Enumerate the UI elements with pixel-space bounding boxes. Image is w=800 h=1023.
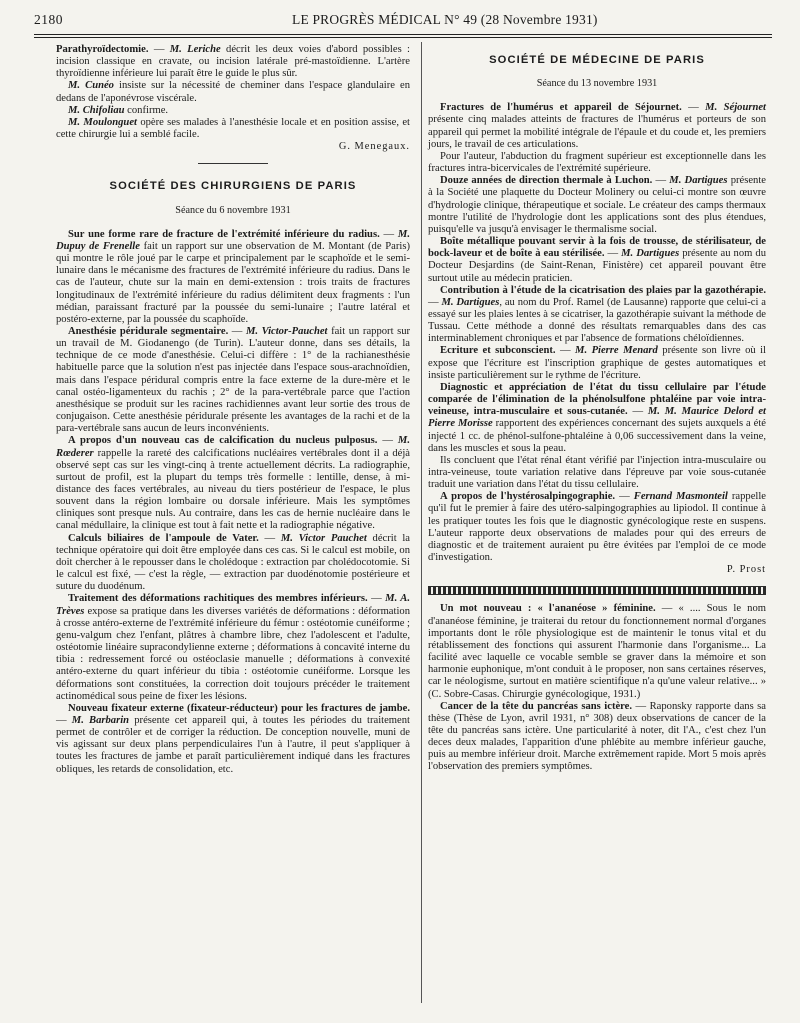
article-nucleus: A propos d'un nouveau cas de calcification du nucleus pulposus. — M. Rœderer rappelle la rareté des calcifications nucléaires vertébrales dont il a déjà observé sept cas sur les vingt-cinq à trente actuellement décrits. La radiographie, surtout de profil, est la plupart du temps très formelle : lentille, dense, à mi-distance des faces vertébrales, au niveau du tiers postérieur de l'espace, le plus souvent dans la région lombaire ou dorsale inférieure. Mais les symptômes cliniques sont presque nuls. Au contraire, dans les cas de hernie nucléaire dans le canal médullaire, la clinique est tout à fait nette et la radiographie négative. (56, 435, 410, 532)
article-text: présente son livre où il expose que l'écriture est l'inscription graphique de gestes automatiques et insiste particulièrement sur le rythme de l'écriture. (428, 345, 767, 381)
article-author: M. Dartigues (441, 296, 500, 308)
article-author: M. Séjournet (705, 102, 766, 114)
paragraph-humerus-extra: Pour l'auteur, l'abduction du fragment supérieur est exceptionnelle dans les fractures intra-bicervicales de l'extrémité supérieure. (428, 150, 766, 175)
article-author: M. M. Maurice Delord et Pierre Morisse (428, 406, 766, 430)
signature-menegaux: G. Menegaux. (338, 141, 410, 153)
article-author: M. Moulonguet (68, 116, 137, 128)
article-title: Anesthésie péridurale segmentaire. (68, 325, 229, 337)
article-parathyroid: Parathyroïdectomie. — M. Leriche décrit les deux voies d'abord possibles : incision classique en cravate, ou incision latérale pré-mastoïdienne. L'artère thyroïdienne inférieure lui paraît être le guide le plus sûr. (56, 44, 410, 80)
article-title: A propos d'un nouveau cas de calcification du nucleus pulposus. (68, 435, 378, 447)
article-rachitiques: Traitement des déformations rachitiques des membres inférieurs. — M. A. Trèves expose sa pratique dans les diverses variétés de déformations : déformation à crosse antéro-externe de l'extrémité inférieure du fémur : ostéotomie cunéiforme ; genu-valgum chez l'enfant, plâtres à chambre libre, chez l'adolescent et l'adulte, ostéotomie linéaire supracondylienne externe ; déformations à concavité interne du tibia : redressement forcé ou ostéoclasie manuelle ; déformations à convexité antéro-externe du quart inférieur du tibia : ostéotomie cunéiforme. Lorsque les déformations sont constituées, la correction doit toujours précéder le traitement actinomédical sous peine de fixer les lésions. (56, 593, 411, 702)
seance-date: Séance du 6 novembre 1931 (175, 204, 291, 216)
article-ananeose (428, 603, 766, 700)
article-author: Fernand Masmonteil (633, 491, 728, 503)
right-column (428, 44, 766, 774)
article-title: Fractures de l'humérus et appareil de Séjournet. (440, 102, 682, 114)
article-title: Boîte métallique pouvant servir à la fois de trousse, de stérilisateur, de bock-laveur et de boîte à eau stérilisée. (428, 236, 766, 260)
article-title: Parathyroïdectomie. (56, 44, 149, 55)
article-author: M. Leriche (169, 44, 221, 55)
article-text: présente cet appareil qui, à toutes les périodes du traitement permet de contrôler et de corriger la réduction. De conception nouvelle, muni de vis agissant sur deux plans perpendiculaires l'un à l'autre, il peut s'appliquer à toutes les fractures de jambe et paraît particulièrement indiqué dans les fractures obliques, les retards de consolidation, etc. (56, 714, 410, 775)
article-author: M. A. Trèves (56, 593, 411, 617)
article-title: Calculs biliaires de l'ampoule de Vater. (68, 532, 259, 544)
article-title: Nouveau fixateur externe (fixateur-réducteur) pour les fractures de jambe. (68, 702, 410, 714)
article-author: M. Pierre Menard (575, 345, 658, 357)
article-text: présente cinq malades atteints de fractures de l'humérus et porteurs de son appareil qui permet la mobilité intégrale de l'épaule et du coude et, les premiers jours, le travail de ces articulations. (428, 114, 766, 150)
header-rule (34, 34, 772, 35)
article-title: Diagnostic et appréciation de l'état du tissu cellulaire par l'étude comparée de l'élimination de la phénolsulfone phtaléine par voie intra-veineuse, intra-musculaire et sous-cutanée. (428, 381, 766, 418)
article-radius: Sur une forme rare de fracture de l'extrémité inférieure du radius. — M. Dupuy de Frenelle fait un rapport sur une observation de M. Montant (de Paris) qui montre le rôle joué par le carpe et principalement par le scaphoïde et le semi-lunaire dans le mécanisme des fractures de l'extrémité inférieure du radius. Dans le cas de l'auteur, chute sur la main en demi-extension : trois traits de fractures longitudinaux de l'extrémité inférieure du radius délimitent deux fragments : l'un médian, paraissant fracturé par la poussée du semi-lunaire ; l'autre latéral et postéro-externe, par la poussée du scaphoïde. (56, 228, 410, 325)
paragraph-diagnostic-extra: Ils concluent que l'état rénal étant vérifié par l'injection intra-musculaire ou intra-veineuse, toute variation relative dans l'épreuve par voie sous-cutanée traduit une variation dans l'état du tissu cellulaire. (428, 454, 766, 491)
page-number: 2180 (34, 12, 63, 27)
article-text: expose sa pratique dans les diverses variétés de déformations : déformation à crosse antéro-externe de l'extrémité inférieure du fémur : ostéotomie cunéiforme ; genu-valgum chez l'enfant, plâtres à chambre libre, chez l'adolescent et l'adulte, ostéotomie linéaire supracondylienne externe ; déformations à concavité interne du tibia : redressement forcé ou ostéoclasie manuelle ; déformations à convexité antéro-externe du quart inférieur du tibia : ostéotomie cunéiforme. Lorsque les déformations sont constituées, la correction doit toujours précéder le traitement actinomédical sous peine de fixer les lésions. (56, 605, 410, 702)
article-text: fait un rapport sur une observation de M. Montant (de Paris) qui montre le rôle joué par le carpe et principalement par le scaphoïde et le semi-lunaire dans le mécanisme des fractures de l'extrémité inférieure du radius. Dans le cas de l'auteur, chute sur la main en demi-extension : trois traits de fractures longitudinaux de l'extrémité inférieure du radius délimitent deux fragments : l'un médian, paraissant fracturé par la poussée du semi-lunaire ; l'autre latéral et postéro-externe, par la poussée du scaphoïde. (56, 240, 410, 325)
article-peridurale: Anesthésie péridurale segmentaire. — M. Victor-Pauchet fait un rapport sur un travail de M. Giodanengo (de Turin). L'auteur donne, dans ses détails, la technique de ce mode d'anesthésie. Celui-ci diffère : 1° de la rachianesthésie habituelle parce que la solution n'est pas injectée dans l'espace sous-arachnoïdien, mais dans l'espace péridural compris entre la face externe de la dure-mère et le canal ostéo-ligamenteux du rachis ; 2° de la para-vertébrale parce que l'action anesthésique se produit sur les racines rachidiennes avant leur sortie des trous de conjugaison. Cette anesthésie péridurale présente les avantages de la rachi et de la para-vertébrale sans aucun de leurs inconvénients. (56, 325, 411, 435)
article-text: décrit la technique opératoire qui doit être employée dans ces cas. Si le calcul est mobile, on doit chercher à le repousser dans le cholédoque : extraction par cholédocotomie. Si le calcul est fixé, — c'est la règle, — extraction par duodénotomie postérieure et suture du duodénum. (56, 532, 411, 593)
article-text: présente à la Société une plaquette du Docteur Molinery ou celui-ci montre son œuvre d'hydrologie clinique, thérapeutique et sociale. Le créateur des camps thermaux montre l'utilité de l'hydrologie dont les applications sont des plus étendues, puisqu'elle va jusqu'à envisager le thermalisme social. (428, 175, 767, 235)
article-text: insiste sur la nécessité de cheminer dans l'espace glandulaire en dedans de l'aponévrose viscérale. (56, 80, 410, 104)
article-text: — Raponsky rapporte dans sa thèse (Thèse de Lyon, avril 1931, n° 308) deux observations de cancer de la tête du pancréas sans ictère. Une particularité à noter, dit l'A., c'est chez l'un deces deux malades, l'apparition d'une phlébite au membre inférieur gauche, puis au membre inférieur droit. Marche extrêmement rapide. Mort 5 mois après l'observation des premiers symptômes. (428, 700, 767, 773)
article-pancreas (428, 701, 766, 774)
article-title: Traitement des déformations rachitiques des membres inférieurs. (68, 593, 368, 605)
article-text: confirme. (124, 104, 169, 116)
article-luchon: Douze années de direction thermale à Luchon. — M. Dartigues présente à la Société une plaquette du Docteur Molinery ou celui-ci montre son œuvre d'hydrologie clinique, thérapeutique et sociale. Le créateur des camps thermaux montre l'utilité de l'hydrologie dont les applications sont des plus étendues, puisqu'elle va jusqu'à envisager le thermalisme social. (428, 175, 767, 235)
article-text: — « .... Sous le nom d'ananéose féminine, je traiterai du retour du fonctionnement normal d'organes importants dont le rôle physiologique est de maintenir le tonus vital et du rétablissement des fonctions qui assurent l'harmonie dans l'organisme... La facilité avec laquelle ce vocable semble se graver dans la mémoire et son harmonie euphonique, m'ont conduit à le proposer, non sans certaines réserves, car le néologisme, surtout en matière scientifique n'a qu'une valeur relative... » (C. Sobre-Casas. Chirurgie gynécologique, 1931.) (428, 603, 766, 700)
article-title: Cancer de la tête du pancréas sans ictère. (440, 700, 633, 712)
left-column (56, 44, 410, 776)
section-separator (198, 163, 268, 166)
article-title: Sur une forme rare de fracture de l'extrémité inférieure du radius. (68, 228, 380, 240)
article-author: M. Barbarin (71, 714, 130, 726)
article-vater: Calculs biliaires de l'ampoule de Vater. — M. Victor Pauchet décrit la technique opératoire qui doit être employée dans ces cas. Si le calcul est mobile, on doit chercher à le repousser dans le cholédoque : extraction par cholédocotomie. Si le calcul est fixé, — c'est la règle, — extraction par duodénotomie postérieure et suture du duodénum. (56, 532, 411, 593)
paragraph-cuneo (56, 80, 410, 104)
paragraph-chifoliau (56, 105, 410, 117)
article-author: M. Dartigues (621, 248, 680, 260)
article-title: A propos de l'hystérosalpingographie. (440, 491, 616, 503)
article-diagnostic: Diagnostic et appréciation de l'état du tissu cellulaire par l'étude comparée de l'élimination de la phénolsulfone phtaléine par voie intra-veineuse, intra-musculaire et sous-cutanée. — M. M. Maurice Delord et Pierre Morisse rapportent des expériences concernant des sujets auxquels a été injecté 1 cc. de phénol-sulfone-phtaléine à 0,06 successivement dans la veine, dans les muscles et sous la peau. (428, 381, 766, 454)
society-title-medecine: SOCIÉTÉ DE MÉDECINE DE PARIS (489, 54, 705, 66)
header-rule-thin (34, 37, 772, 38)
article-author: M. Victor Pauchet (280, 532, 367, 544)
society-title-chirurgiens: SOCIÉTÉ DES CHIRURGIENS DE PARIS (109, 180, 357, 193)
seance-date: Séance du 13 novembre 1931 (536, 78, 658, 90)
column-divider (421, 42, 422, 1003)
article-fixateur: Nouveau fixateur externe (fixateur-réducteur) pour les fractures de jambe. — M. Barbarin présente cet appareil qui, à toutes les périodes du traitement permet de contrôler et de corriger la réduction. De conception nouvelle, muni de vis agissant sur deux plans perpendiculaires l'un à l'autre, il peut s'appliquer à toutes les fractures de jambe et paraît particulièrement indiqué dans les fractures obliques, les retards de consolidation, etc. (56, 702, 410, 775)
article-author: M. Cunéo (68, 80, 114, 92)
article-text: décrit les deux voies d'abord possibles : incision classique en cravate, ou incision latérale pré-mastoïdienne. L'artère thyroïdienne inférieure lui paraît être le guide le plus sûr. (56, 44, 410, 80)
article-text: rapportent des expériences concernant des sujets auxquels a été injecté 1 cc. de phénol-sulfone-phtaléine à 0,06 successivement dans la veine, dans les muscles et sous la peau. (428, 418, 766, 454)
signature-prost: P. Prost (726, 564, 766, 576)
article-hysterosalpingographie: A propos de l'hystérosalpingographie. — Fernand Masmonteil rappelle qu'il fut le premier à faire des utéro-salpingographies au lipiodol. Il continue à les pratiquer toutes les fois que le diagnostic gynécologique reste en suspens. L'auteur rapporte deux observations de malades pour qui des erreurs de diagnostic et de traitement auraient pu être évitées par l'emploi de ce mode d'investigation. (428, 491, 767, 564)
article-author: M. Dartigues (669, 175, 728, 187)
article-cicatrisation: Contribution à l'étude de la cicatrisation des plaies par la gazothérapie. — M. Dartigues, au nom du Prof. Ramel (de Lausanne) rapporte que celui-ci a essayé sur les plaies lentes à se cicatriser, la gazothérapie suivant la méthode de Tussau. Cette méthode a donné des résultats remarquables dans des cas interminablement chroniques et par l'absence de formations chéloïdiennes. (428, 284, 767, 345)
article-title: Ecriture et subconscient. (440, 345, 556, 357)
article-text: fait un rapport sur un travail de M. Giodanengo (de Turin). L'auteur donne, dans ses détails, la technique de ce mode d'anesthésie. Celui-ci diffère : 1° de la rachianesthésie habituelle parce que la solution n'est pas injectée dans l'espace sous-arachnoïdien, mais dans l'espace péridural compris entre la face externe de la dure-mère et le canal ostéo-ligamenteux du rachis ; 2° de la para-vertébrale parce que l'action anesthésique se produit sur les racines rachidiennes avant leur sortie des trous de conjugaison. Cette anesthésie péridurale présente les avantages de la rachi et de la para-vertébrale sans aucun de leurs inconvénients. (56, 325, 411, 435)
article-text: opère ses malades à l'anesthésie locale et en position assise, et cette chirurgie lui a semblé facile. (56, 116, 410, 141)
article-humerus: Fractures de l'humérus et appareil de Séjournet. — M. Séjournet présente cinq malades atteints de fractures de l'humérus et porteurs de son appareil qui permet la mobilité intégrale de l'épaule et du coude et, les premiers jours, le travail de ces articulations. (428, 102, 766, 150)
paragraph-moulonguet (56, 117, 410, 141)
article-boite: Boîte métallique pouvant servir à la fois de trousse, de stérilisateur, de bock-laveur et de boîte à eau stérilisée. — M. Dartigues présente au nom du Docteur Desjardins (de Saint-Renan, Finistère) cet appareil pouvant être surtout utile au médecin praticien. (428, 236, 766, 284)
article-author: M. Chifoliau (68, 104, 125, 116)
article-author: M. Victor-Pauchet (245, 325, 328, 337)
article-title: Contribution à l'étude de la cicatrisation des plaies par la gazothérapie. (440, 284, 766, 296)
page-header (34, 8, 772, 30)
decorative-band (428, 586, 766, 595)
article-author: M. Rœderer (56, 435, 410, 459)
article-text: rappelle la rareté des calcifications nucléaires vertébrales dont il a déjà observé sept cas sur les vingt-cinq à trente actuellement décrits. La radiographie, surtout de profil, est la plupart du temps très formelle : lentille, dense, à mi-distance des faces vertébrales, au niveau du tiers postérieur de l'espace, le plus souvent dans la région lombaire ou dorsale inférieure. Mais les symptômes cliniques sont presque nuls. Au contraire, dans les cas de hernie nucléaire dans le canal médullaire, la clinique est tout à fait nette et la radiographie négative. (56, 447, 410, 532)
article-author: M. Dupuy de Frenelle (56, 228, 410, 252)
article-text: présente au nom du Docteur Desjardins (de Saint-Renan, Finistère) cet appareil pouvant être surtout utile au médecin praticien. (428, 248, 766, 284)
journal-title: LE PROGRÈS MÉDICAL N° 49 (28 Novembre 1931) (292, 12, 598, 27)
article-ecriture: Ecriture et subconscient. — M. Pierre Menard présente son livre où il expose que l'écriture est l'inscription graphique de gestes automatiques et insiste particulièrement sur le rythme de l'écriture. (428, 345, 767, 381)
article-text: rappelle qu'il fut le premier à faire des utéro-salpingographies au lipiodol. Il continue à les pratiquer toutes les fois que le diagnostic gynécologique reste en suspens. L'auteur rapporte deux observations de malades pour qui des erreurs de diagnostic et de traitement auraient pu être évitées par l'emploi de ce mode d'investigation. (428, 491, 767, 564)
article-title: Un mot nouveau : « l'ananéose » féminine. (440, 603, 656, 615)
article-text: , au nom du Prof. Ramel (de Lausanne) rapporte que celui-ci a essayé sur les plaies lentes à se cicatriser, la gazothérapie suivant la méthode de Tussau. Cette méthode a donné des résultats remarquables dans des cas interminablement chroniques et par l'absence de formations chéloïdiennes. (428, 296, 767, 345)
article-title: Douze années de direction thermale à Luchon. (440, 175, 653, 187)
